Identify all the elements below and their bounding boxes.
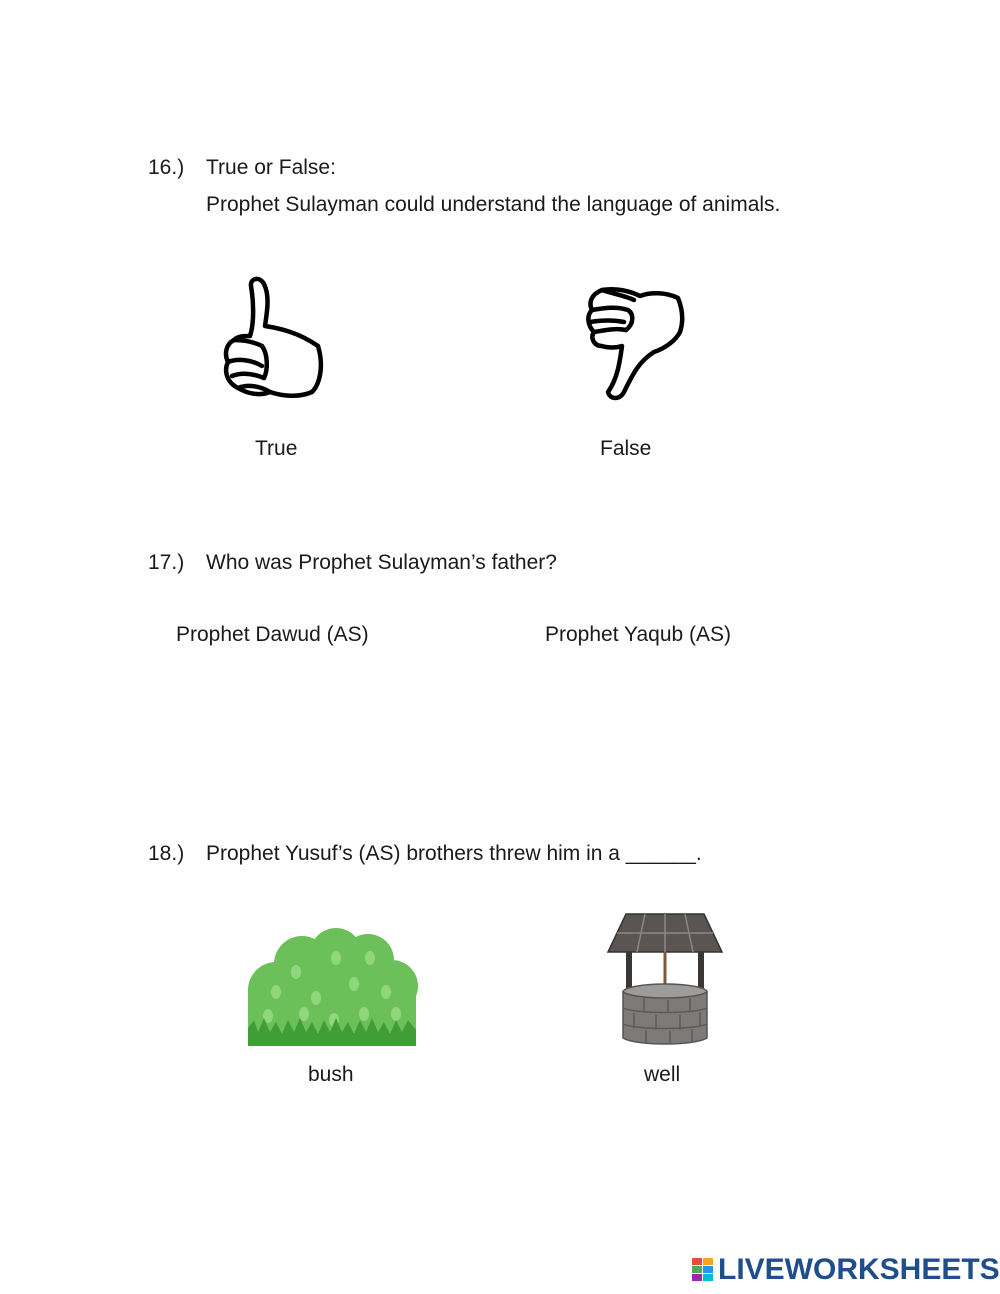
thumbs-up-icon[interactable] xyxy=(220,274,328,402)
liveworksheets-logo[interactable] xyxy=(692,1255,1000,1285)
q18-prompt: Prophet Yusuf’s (AS) brothers threw him in a ______. xyxy=(206,842,702,865)
q16-statement: Prophet Sulayman could understand the language of animals. xyxy=(206,193,781,216)
logo-blocks-icon xyxy=(692,1258,714,1282)
q16-prompt: True or False: xyxy=(206,156,336,179)
q17-option-yaqub[interactable]: Prophet Yaqub (AS) xyxy=(545,623,732,646)
q16-number: 16.) xyxy=(148,156,185,179)
q18-option-well-label[interactable]: well xyxy=(644,1063,681,1086)
q18-option-bush-label[interactable]: bush xyxy=(308,1063,354,1086)
logo-text: LIVEWORKSHEETS xyxy=(718,1253,1000,1286)
well-icon[interactable] xyxy=(606,912,724,1048)
q17-number: 17.) xyxy=(148,551,185,574)
q16-option-false-label[interactable]: False xyxy=(600,437,652,460)
bush-icon[interactable] xyxy=(246,928,418,1048)
q16-option-true-label[interactable]: True xyxy=(255,437,298,460)
q18-number: 18.) xyxy=(148,842,185,865)
q17-option-dawud[interactable]: Prophet Dawud (AS) xyxy=(176,623,369,646)
thumbs-down-icon[interactable] xyxy=(584,276,688,404)
q17-prompt: Who was Prophet Sulayman’s father? xyxy=(206,551,557,574)
